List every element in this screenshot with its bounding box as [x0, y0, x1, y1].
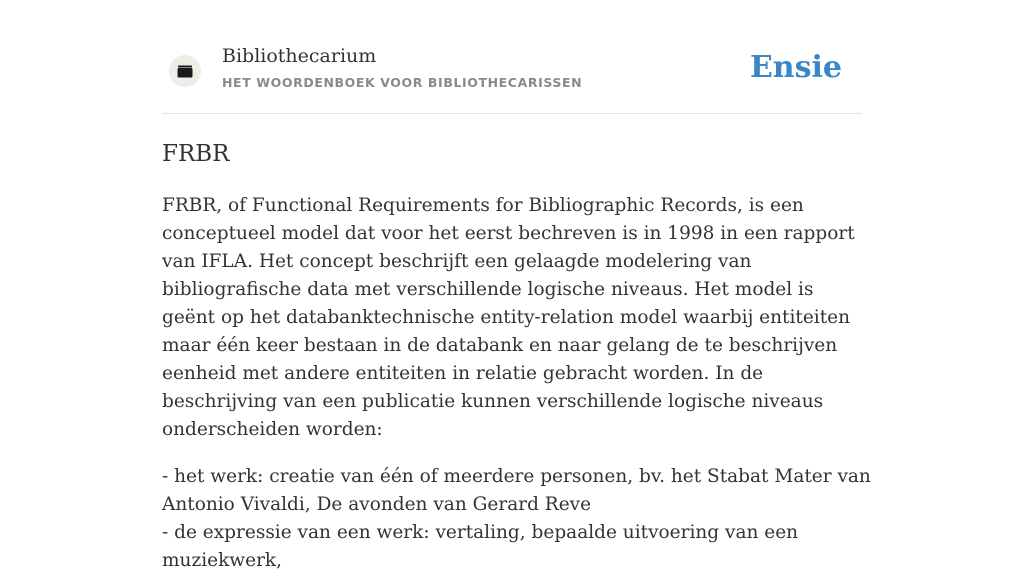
- site-logo[interactable]: [169, 55, 201, 87]
- site-title[interactable]: Bibliothecarium: [222, 45, 377, 67]
- term-title: FRBR: [162, 141, 230, 167]
- list-item: - het werk: creatie van één of meerdere personen, bv. het Stabat Mater van Antonio Vivaldi, De avonden van Gerard Reve: [162, 466, 871, 515]
- list-item: - de expressie van een werk: vertaling, bepaalde uitvoering van een muziekwerk,: [162, 522, 799, 571]
- content-column: [162, 0, 871, 575]
- folder-icon: [177, 64, 193, 78]
- site-subtitle: HET WOORDENBOEK VOOR BIBLIOTHECARISSEN: [222, 75, 583, 90]
- site-header: [162, 0, 862, 114]
- brand-logo[interactable]: Ensie: [749, 50, 842, 85]
- levels-list: [162, 463, 872, 575]
- definition-text: FRBR, of Functional Requirements for Bibliographic Records, is een conceptueel model dat voor het eerst bechreven is in 1998 in een rapport van IFLA. Het concept beschrijft een gelaagde modelering van bibliografische data met verschillende logische niveaus. Het model is geënt op het databanktechnische entity-relation model waarbij entiteiten maar één keer bestaan in de databank en naar gelang de te beschrijven eenheid met andere entiteiten in relatie gebracht worden. In de beschrijving van een publicatie kunnen verschillende logische niveaus onderscheiden worden:: [162, 195, 855, 440]
